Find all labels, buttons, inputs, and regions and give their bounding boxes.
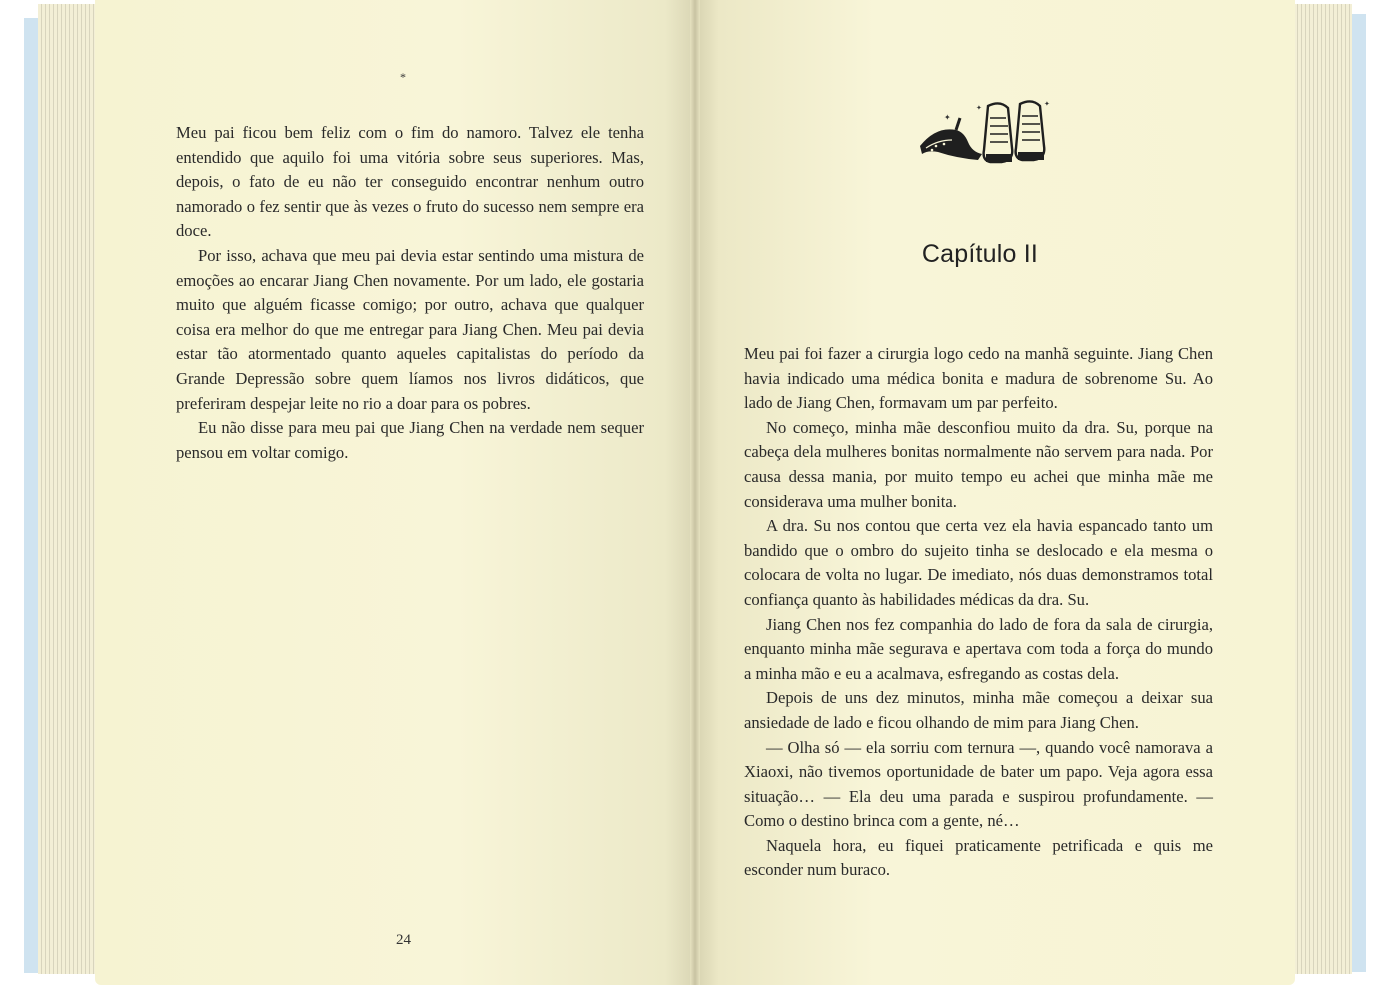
right-page-text	[744, 342, 1213, 883]
paragraph: Eu não disse para meu pai que Jiang Chen na verdade nem sequer pensou em voltar comigo.	[176, 418, 644, 462]
paragraph: Meu pai ficou bem feliz com o fim do namoro. Talvez ele tenha entendido que aquilo foi uma vitória sobre seus superiores. Mas, depois, o fato de eu não ter conseguido encontrar nenhum outro namorado o fez sentir que às vezes o fruto do sucesso nem sempre era doce.	[176, 123, 644, 241]
page-edges-left	[38, 4, 100, 974]
paragraph: — Olha só — ela sorriu com ternura —, quando você namorava a Xiaoxi, não tivemos oportunidade de bater um papo. Veja agora essa situação… — Ela deu uma parada e suspirou profundamente. — Como o destino brinca com a gente, né…	[744, 737, 1213, 831]
paragraph: Naquela hora, eu fiquei praticamente petrificada e quis me esconder num buraco.	[744, 835, 1213, 880]
sneaker-icon	[984, 103, 1013, 162]
sneaker-icon	[1016, 101, 1045, 160]
section-ornament: *	[400, 70, 406, 84]
paragraph: Jiang Chen nos fez companhia do lado de fora da sala de cirurgia, enquanto minha mãe segurava e apertava com toda a força do mundo a minha mão e eu a acalmava, esfregando as costas dela.	[744, 614, 1213, 683]
page-edges-right	[1290, 4, 1352, 974]
paragraph: Depois de uns dez minutos, minha mãe começou a deixar sua ansiedade de lado e ficou olhando de mim para Jiang Chen.	[744, 688, 1213, 732]
book-edge-right-blue	[1352, 14, 1366, 972]
paragraph: A dra. Su nos contou que certa vez ela havia espancado tanto um bandido que o ombro do sujeito tinha se deslocado e ela mesma o colocara de volta no lugar. De imediato, nós duas demonstramos total confiança quanto às habilidades médicas da dra. Su.	[744, 516, 1213, 609]
paragraph: No começo, minha mãe desconfiou muito da dra. Su, porque na cabeça dela mulheres bonitas normalmente não servem para nada. Por causa dessa mania, por muito tempo eu achei que minha mãe me considerava uma mulher bonita.	[744, 417, 1213, 511]
page-number: 24	[396, 932, 411, 948]
high-heel-shoe-icon	[920, 118, 982, 160]
paragraph: Meu pai foi fazer a cirurgia logo cedo na manhã seguinte. Jiang Chen havia indicado uma médica bonita e madura de sobrenome Su. Ao lado de Jiang Chen, formavam um par perfeito.	[744, 344, 1213, 413]
book-gutter	[690, 0, 700, 985]
shoes-illustration	[916, 96, 1056, 170]
paragraph: Por isso, achava que meu pai devia estar sentindo uma mistura de emoções ao encarar Jiang Chen novamente. Por um lado, ele gostaria muito que alguém ficasse comigo; por outro, achava que qualquer coisa era melhor do que me entregar para Jiang Chen. Meu pai devia estar tão atormentado quanto aqueles capitalistas do período da Grande Depressão sobre quem líamos nos livros didáticos, que preferiram despejar leite no rio a doar para os pobres.	[176, 245, 644, 413]
left-page-text	[176, 121, 644, 465]
chapter-title: Capítulo II	[921, 240, 1039, 268]
svg-text:✦: ✦	[944, 113, 951, 122]
svg-text:✦: ✦	[976, 104, 982, 112]
svg-text:✦: ✦	[1044, 100, 1050, 108]
